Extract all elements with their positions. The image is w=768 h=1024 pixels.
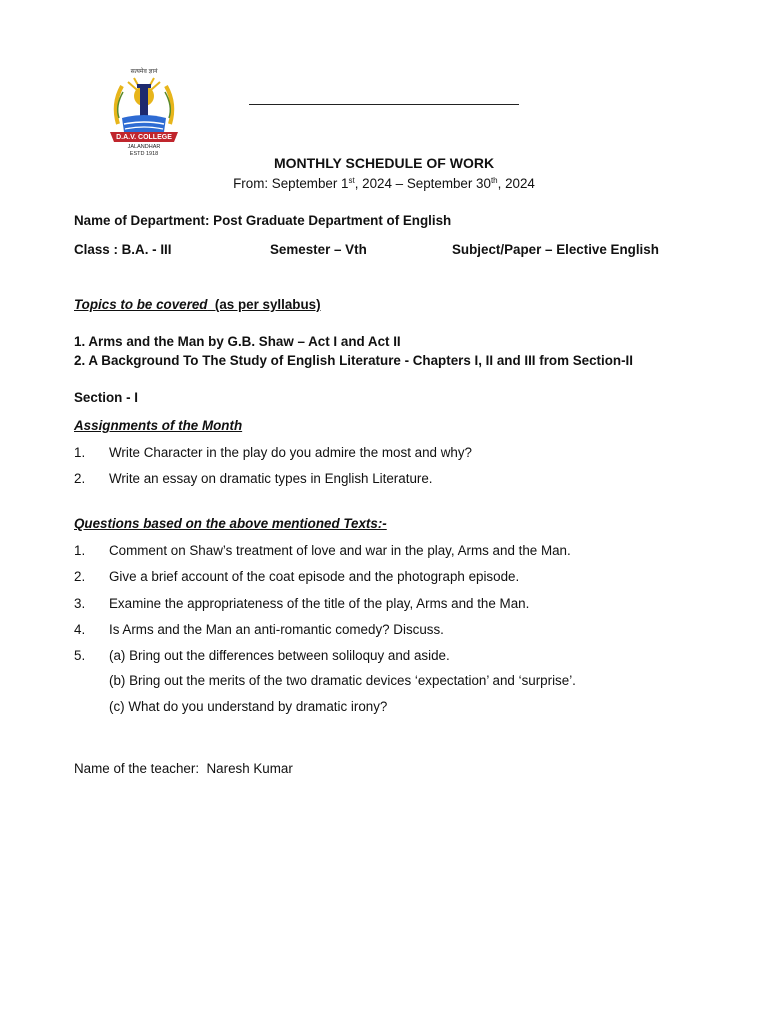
semester-label: Semester – Vth [270, 242, 367, 257]
page-title: MONTHLY SCHEDULE OF WORK [273, 155, 495, 171]
question-text: (a) Bring out the differences between soliloquy and aside. [109, 648, 450, 663]
question-text: Is Arms and the Man an anti-romantic comedy? Discuss. [109, 622, 444, 637]
date-range [0, 175, 768, 192]
question-number: 1. [74, 543, 86, 558]
logo-top-text: सत्यमेव ज्ञानं [130, 68, 158, 75]
teacher-name: Name of the teacher: Naresh Kumar [74, 761, 293, 776]
logo-city-text: JALANDHAR [127, 144, 161, 150]
topics-heading-rest: (as per syllabus) [207, 297, 321, 312]
question-text: Comment on Shaw’s treatment of love and war in the play, Arms and the Man. [109, 543, 571, 558]
topic-item: 2. A Background To The Study of English Literature - Chapters I, II and III from Section-II [74, 353, 633, 368]
date-from-prefix: From: September 1 [233, 176, 349, 191]
assignment-text: Write Character in the play do you admire the most and why? [109, 445, 472, 460]
college-logo [104, 66, 184, 162]
topics-heading [74, 296, 321, 313]
questions-heading: Questions based on the above mentioned Texts:- [74, 516, 387, 531]
question-number: 4. [74, 622, 86, 637]
section-label: Section - I [74, 390, 138, 405]
question-subitem: (c) What do you understand by dramatic irony? [109, 699, 388, 714]
assignments-heading: Assignments of the Month [74, 418, 243, 433]
department-name: Name of Department: Post Graduate Department of English [74, 213, 452, 228]
topics-heading-italic: Topics to be covered [74, 297, 208, 312]
date-sup-th: th [490, 176, 498, 185]
assignment-number: 2. [74, 471, 86, 486]
assignment-number: 1. [74, 445, 86, 460]
topic-item: 1. Arms and the Man by G.B. Shaw – Act I and Act II [74, 334, 401, 349]
date-from-suffix: , 2024 [497, 176, 535, 191]
logo-band-text: D.A.V. COLLEGE [116, 134, 172, 141]
question-subitem: (b) Bring out the merits of the two dramatic devices ‘expectation’ and ‘surprise’. [109, 673, 576, 688]
question-text: Give a brief account of the coat episode and the photograph episode. [109, 569, 520, 584]
class-label: Class : B.A. - III [74, 242, 172, 257]
assignment-text: Write an essay on dramatic types in English Literature. [109, 471, 433, 486]
question-number: 3. [74, 596, 86, 611]
question-number: 5. [74, 648, 86, 663]
date-sup-st: st [348, 176, 355, 185]
logo-estd-text: ESTD 1918 [129, 151, 159, 157]
header-rule [249, 104, 519, 105]
date-from-mid: , 2024 – September 30 [354, 176, 491, 191]
question-text: Examine the appropriateness of the title of the play, Arms and the Man. [109, 596, 530, 611]
question-number: 2. [74, 569, 86, 584]
subject-label: Subject/Paper – Elective English [452, 242, 659, 257]
